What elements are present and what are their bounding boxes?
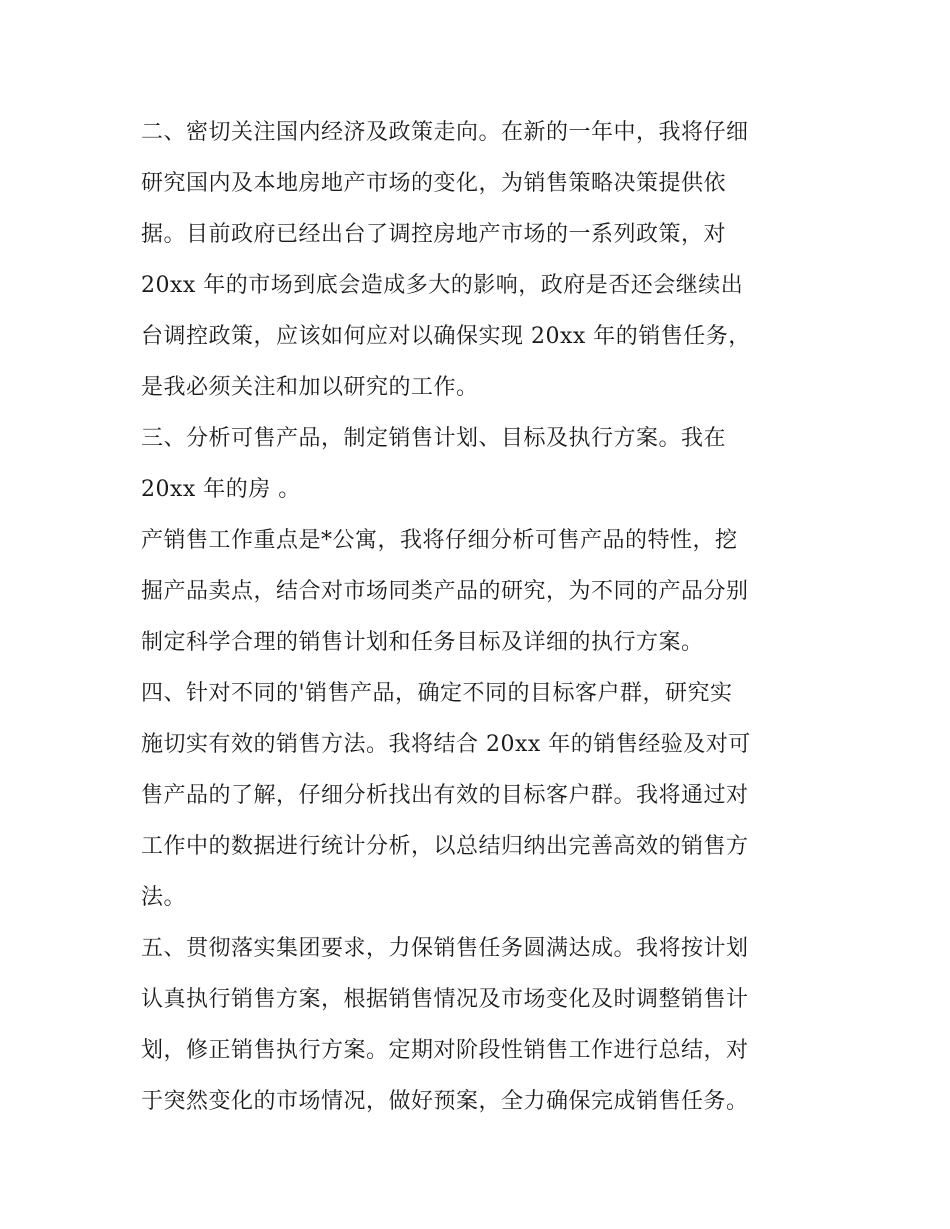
text-line: 认真执行销售方案，根据销售情况及市场变化及时调整销售计 xyxy=(141,987,749,1012)
text-line: 台调控政策，应该如何应对以确保实现 20xx 年的销售任务， xyxy=(141,324,751,349)
text-line: 20xx 年的房 。 xyxy=(141,477,301,502)
text-line: 法。 xyxy=(141,885,187,910)
text-line: 工作中的数据进行统计分析，以总结归纳出完善高效的销售方 xyxy=(141,834,749,859)
text-line: 二、密切关注国内经济及政策走向。在新的一年中，我将仔细 xyxy=(141,120,749,145)
text-line: 制定科学合理的销售计划和任务目标及详细的执行方案。 xyxy=(141,630,704,655)
text-line: 是我必须关注和加以研究的工作。 xyxy=(141,375,479,400)
text-line: 四、针对不同的'销售产品，确定不同的目标客户群，研究实 xyxy=(141,681,733,706)
text-line: 划，修正销售执行方案。定期对阶段性销售工作进行总结，对 xyxy=(141,1038,749,1063)
document-body xyxy=(141,107,811,1127)
text-line: 售产品的了解，仔细分析找出有效的目标客户群。我将通过对 xyxy=(141,783,749,808)
text-line: 研究国内及本地房地产市场的变化，为销售策略决策提供依 xyxy=(141,171,727,196)
text-line: 产销售工作重点是*公寓，我将仔细分析可售产品的特性，挖 xyxy=(141,528,738,553)
text-line: 五、贯彻落实集团要求，力保销售任务圆满达成。我将按计划 xyxy=(141,936,749,961)
text-line: 掘产品卖点，结合对市场同类产品的研究，为不同的产品分别 xyxy=(141,579,749,604)
text-line: 三、分析可售产品，制定销售计划、目标及执行方案。我在 xyxy=(141,426,727,451)
text-line: 施切实有效的销售方法。我将结合 20xx 年的销售经验及对可 xyxy=(141,732,751,757)
text-line: 据。目前政府已经出台了调控房地产市场的一系列政策，对 xyxy=(141,222,727,247)
text-line: 于突然变化的市场情况，做好预案，全力确保完成销售任务。 xyxy=(141,1089,749,1114)
text-line: 20xx 年的市场到底会造成多大的影响，政府是否还会继续出 xyxy=(141,273,744,298)
